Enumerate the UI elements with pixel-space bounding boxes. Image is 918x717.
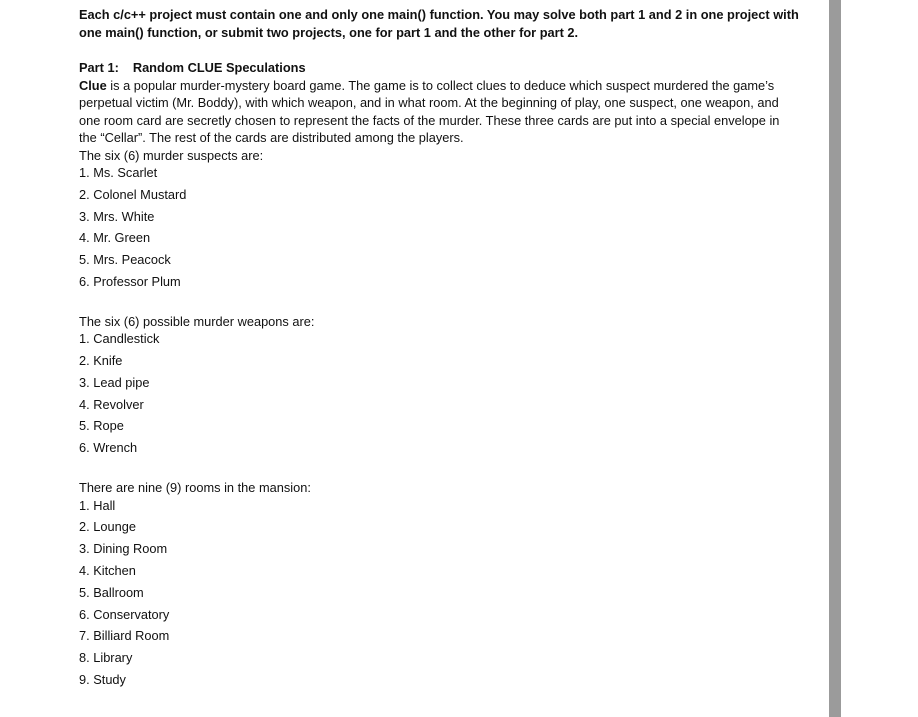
room-item: 8. Library <box>79 650 133 666</box>
weapons-intro: The six (6) possible murder weapons are: <box>79 313 315 329</box>
weapon-item: 1. Candlestick <box>79 331 160 347</box>
suspect-item: 4. Mr. Green <box>79 230 151 246</box>
part1-description <box>79 77 799 147</box>
room-item: 4. Kitchen <box>79 562 136 578</box>
viewer-background <box>841 0 918 717</box>
page-edge-gutter <box>829 0 841 717</box>
weapon-item: 4. Revolver <box>79 396 144 412</box>
suspects-list <box>79 164 799 295</box>
part1-title: Random CLUE Speculations <box>132 60 306 75</box>
weapon-item: 3. Lead pipe <box>79 374 150 390</box>
suspect-item: 3. Mrs. White <box>79 208 155 224</box>
suspects-intro: The six (6) murder suspects are: <box>79 147 264 163</box>
suspect-item: 1. Ms. Scarlet <box>79 165 158 180</box>
suspect-item: 2. Colonel Mustard <box>79 186 187 202</box>
room-item: 2. Lounge <box>79 519 136 535</box>
room-item: 3. Dining Room <box>79 541 168 557</box>
weapon-item: 6. Wrench <box>79 440 138 456</box>
document-content <box>79 6 799 693</box>
weapons-list <box>79 330 799 461</box>
suspect-item: 6. Professor Plum <box>79 273 181 289</box>
room-item: 9. Study <box>79 671 126 687</box>
clue-word: Clue <box>79 77 107 93</box>
rooms-intro: There are nine (9) rooms in the mansion: <box>79 480 311 496</box>
weapon-item: 5. Rope <box>79 418 124 434</box>
clue-description: is a popular murder-mystery board game. The game is to collect clues to deduce which suspect murdered the game’s perpetual victim (Mr. Boddy), with which weapon, and in what room. At the beginning of play, one suspect, one weapon, and one room card are secretly chosen to represent the facts of the murder. These three cards are put into a special envelope in the “Cellar”. The rest of the cards are distributed among the players. <box>79 77 780 145</box>
rooms-list <box>79 497 799 693</box>
room-item: 7. Billiard Room <box>79 628 170 644</box>
room-item: 6. Conservatory <box>79 606 170 622</box>
suspect-item: 5. Mrs. Peacock <box>79 252 171 268</box>
room-item: 1. Hall <box>79 497 116 513</box>
part1-label: Part 1: <box>79 60 119 75</box>
part1-heading <box>79 59 799 77</box>
room-item: 5. Ballroom <box>79 584 144 600</box>
weapon-item: 2. Knife <box>79 353 123 369</box>
intro-paragraph: Each c/c++ project must contain one and only one main() function. You may solve both part 1 and 2 in one project with one main() function, or submit two projects, one for part 1 and the other for part 2. <box>79 7 799 40</box>
